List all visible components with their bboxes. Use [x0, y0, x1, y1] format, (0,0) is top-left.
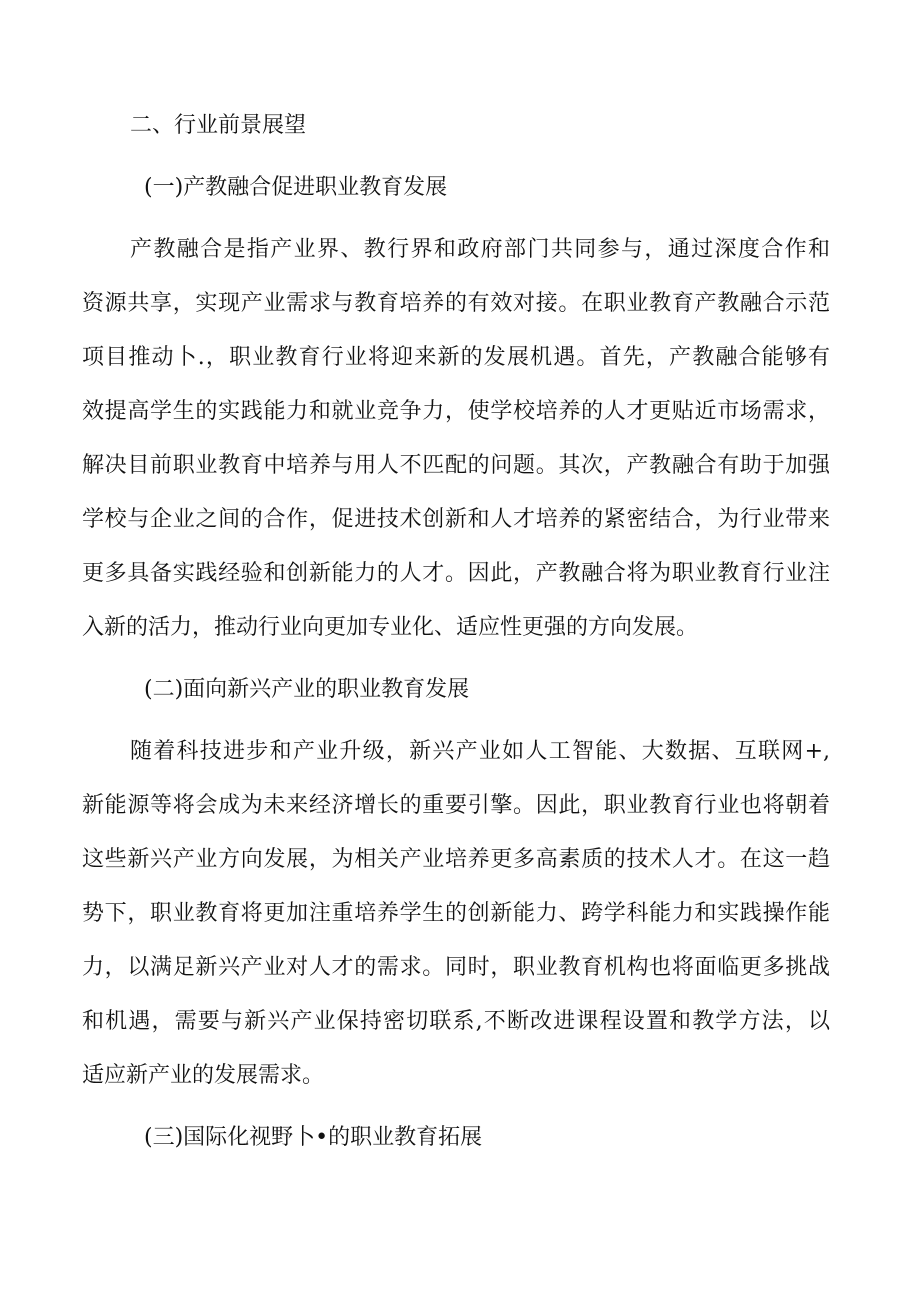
- subsection-heading-3: (三)国际化视野卜•的职业教育拓展: [144, 1125, 483, 1150]
- paragraph-line: 学校与企业之间的合作，促进技术创新和人才培养的紧密结合，为行业带来: [82, 507, 830, 532]
- paragraph-line: 产教融合是指产业界、教行界和政府部门共同参与，通过深度合作和: [130, 237, 830, 262]
- paragraph-line: 力，以满足新兴产业对人才的需求。同时，职业教育机构也将面临更多挑战: [82, 955, 830, 980]
- paragraph-line: 势下，职业教育将更加注重培养学生的创新能力、跨学科能力和实践操作能: [82, 901, 830, 926]
- paragraph-line: 解决目前职业教育中培养与用人不匹配的问题。其次，产教融合有助于加强: [82, 453, 830, 478]
- paragraph-line: 新能源等将会成为未来经济增长的重要引擎。因此，职业教育行业也将朝着: [82, 793, 830, 818]
- paragraph-line: 资源共享，实现产业需求与教育培养的有效对接。在职业教育产教融合示范: [82, 291, 830, 316]
- subsection-heading-2: (二)面向新兴产业的职业教育发展: [144, 677, 470, 702]
- paragraph-line: 入新的活力，推动行业向更加专业化、适应性更强的方向发展。: [82, 615, 699, 640]
- paragraph-line: 随着科技进步和产业升级，新兴产业如人工智能、大数据、互联网+,: [130, 739, 830, 764]
- paragraph-line: 适应新产业的发展需求。: [82, 1063, 325, 1088]
- section-heading: 二、行业前景展望: [130, 113, 307, 138]
- paragraph-line: 更多具备实践经验和创新能力的人才。因此，产教融合将为职业教育行业注: [82, 561, 830, 586]
- subsection-heading-1: (一)产教融合促进职业教育发展: [144, 175, 448, 200]
- paragraph-line: 和机遇，需要与新兴产业保持密切联系,不断改进课程设置和教学方法，以: [82, 1009, 830, 1034]
- paragraph-line: 效提高学生的实践能力和就业竞争力，使学校培养的人才更贴近市场需求，: [82, 399, 830, 424]
- paragraph-line: 这些新兴产业方向发展，为相关产业培养更多高素质的技术人才。在这一趋: [82, 847, 830, 872]
- paragraph-line: 项目推动卜.，职业教育行业将迎来新的发展机遇。首先，产教融合能够有: [82, 345, 830, 370]
